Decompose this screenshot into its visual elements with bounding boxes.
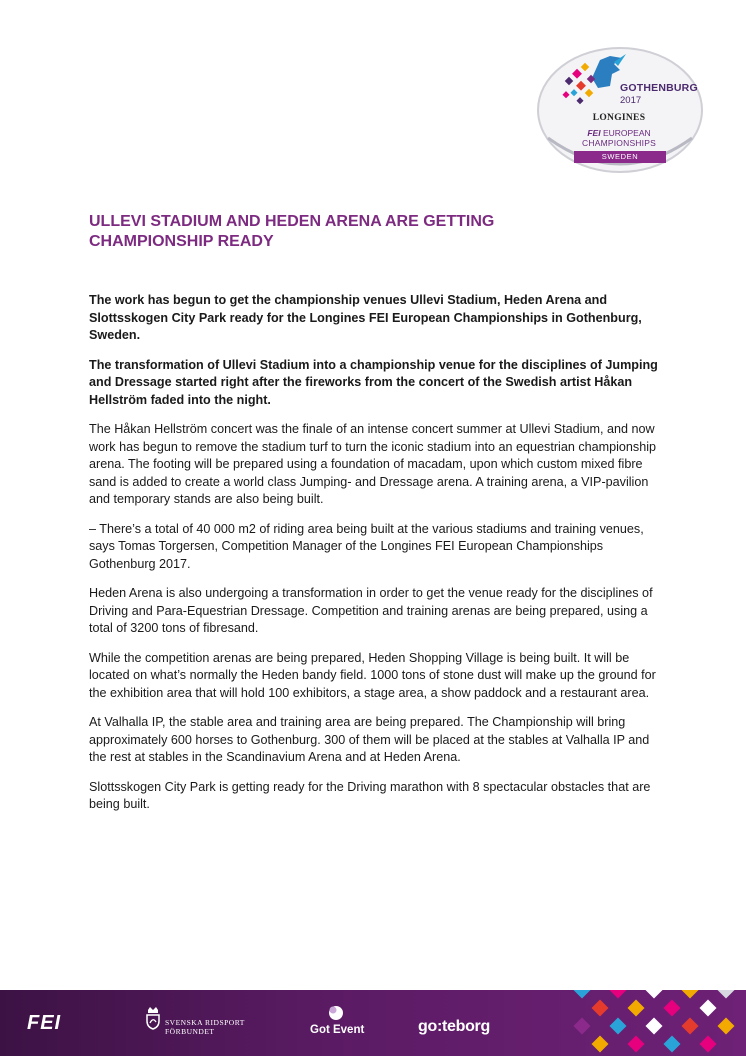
goteborg-logo: go:teborg xyxy=(418,1018,490,1035)
body-paragraph: The Håkan Hellström concert was the finale of an intense concert summer at Ullevi Stadium, and now work has begun to remove the stadium turf to turn the iconic stadium into an equestrian championship arena. The footing will be prepared using a foundation of macadam, upon which custom mixed fibre sand is added to create a world class Jumping- and Dressage arena. A training arena, a VIP-pavilion and temporary stands are also being built. xyxy=(89,422,657,506)
diamond-mosaic xyxy=(570,990,746,1056)
srf-line2: FÖRBUNDET xyxy=(165,1027,215,1036)
crown-shield-icon xyxy=(145,1006,161,1030)
logo-event-line2: CHAMPIONSHIPS xyxy=(582,138,656,148)
lead-paragraph: The work has begun to get the championship venues Ullevi Stadium, Heden Arena and Slottsskogen City Park ready for the Longines FEI European Championships in Gothenburg, Sweden. xyxy=(89,293,642,342)
lead-paragraph: The transformation of Ullevi Stadium into a championship venue for the disciplines of Jumping and Dressage started right after the fireworks from the concert of the Swedish artist Håkan Hellström faded into the night. xyxy=(89,357,658,407)
sponsor-footer xyxy=(0,990,746,1056)
article-title: ULLEVI STADIUM AND HEDEN ARENA ARE GETTING CHAMPIONSHIP READY xyxy=(89,213,495,250)
got-event-icon xyxy=(327,1004,345,1022)
logo-event-european: EUROPEAN xyxy=(602,128,651,138)
got-event-logo: Got Event xyxy=(310,1024,365,1036)
article-body xyxy=(89,292,664,826)
fei-logo: FEI xyxy=(27,1012,62,1034)
svenska-ridsport-logo xyxy=(165,1018,245,1036)
logo-year: 2017 xyxy=(620,95,642,106)
logo-city: GOTHENBURG xyxy=(620,82,698,94)
srf-line1: SVENSKA RIDSPORT xyxy=(165,1018,245,1027)
logo-fei-mark: FEI xyxy=(587,128,601,138)
logo-sponsor: LONGINES xyxy=(592,113,646,123)
body-paragraph: While the competition arenas are being prepared, Heden Shopping Village is being built. It will be located on what’s normally the Heden bandy field. 1000 tons of stone dust will make up the ground for the exhibition area that will hold 100 exhibitors, a stage area, a show paddock and a restaurant area. xyxy=(89,650,656,700)
body-paragraph: – There’s a total of 40 000 m2 of riding area being built at the various stadiums and training venues, says Tomas Torgersen, Competition Manager of the Longines FEI European Championships Gothenburg 2017. xyxy=(89,521,644,571)
body-paragraph: Heden Arena is also undergoing a transformation in order to get the venue ready for the disciplines of Driving and Para-Equestrian Dressage. Competition and training arenas are being prepared, using a total of 3200 tons of fibresand. xyxy=(89,586,653,635)
logo-country-band: SWEDEN xyxy=(574,151,666,163)
body-paragraph: Slottsskogen City Park is getting ready for the Driving marathon with 8 spectacular obstacles that are being built. xyxy=(89,779,651,811)
body-paragraph: At Valhalla IP, the stable area and training area are being prepared. The Championship will bring approximately 600 horses to Gothenburg. 300 of them will be placed at the stables at Valhalla IP and the rest at stables in the Scandinavium Arena and at Heden Arena. xyxy=(89,715,650,764)
championship-logo xyxy=(530,40,708,180)
logo-event-line1 xyxy=(530,128,708,138)
